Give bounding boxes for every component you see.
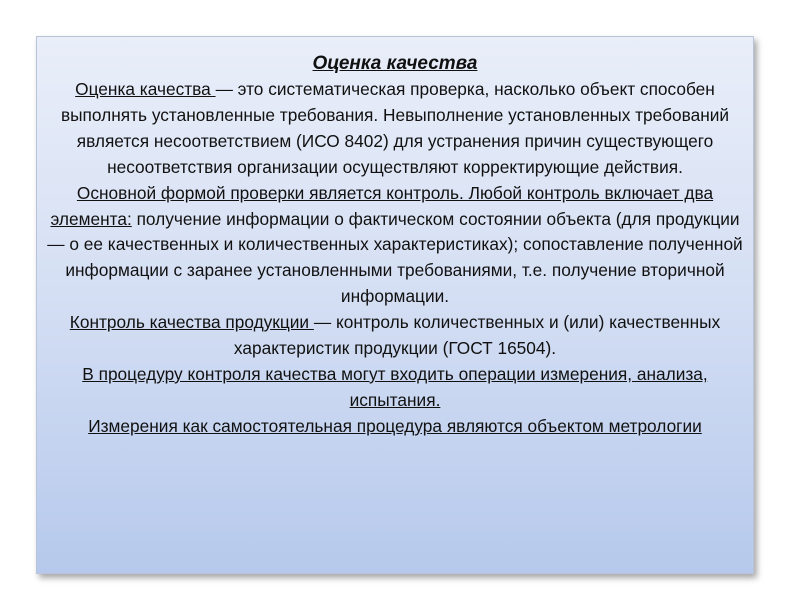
paragraph-measurements: [43, 414, 747, 440]
term-control: Основной формой проверки является контроль. Любой контроль включает два элемента:: [50, 182, 714, 229]
definition-quality-assessment: — это систематическая проверка, насколько объект способен выполнять установленные требования. Невыполнение установленных требований является несоответствием (ИСО 8402) для устранения причин существующего несоответствия организации осуществляют корректирующие действия.: [60, 79, 730, 177]
paragraph-control-procedure: [43, 362, 747, 414]
term-quality-assessment: Оценка качества: [75, 79, 216, 99]
paragraph-control: [43, 181, 747, 311]
slide-title: Оценка качества: [312, 53, 478, 74]
definition-product-quality-control: — контроль количественных и (или) качественных характеристик продукции (ГОСТ 16504).: [233, 312, 721, 359]
paragraph-quality-assessment: [43, 77, 747, 181]
text-control-procedure: В процедуру контроля качества могут входить операции измерения, анализа, испытания.: [82, 363, 708, 410]
content-card: [36, 36, 754, 574]
text-measurements: Измерения как самостоятельная процедура являются объектом метрологии: [88, 415, 702, 436]
definition-control: получение информации о фактическом состоянии объекта (для продукции — о ее качественных и количественных характеристиках); сопоставление полученной информации с заранее установленными требованиями, т.е. получение вторичной информации.: [47, 208, 743, 307]
paragraph-product-quality-control: [43, 310, 747, 362]
term-product-quality-control: Контроль качества продукции: [69, 312, 314, 333]
